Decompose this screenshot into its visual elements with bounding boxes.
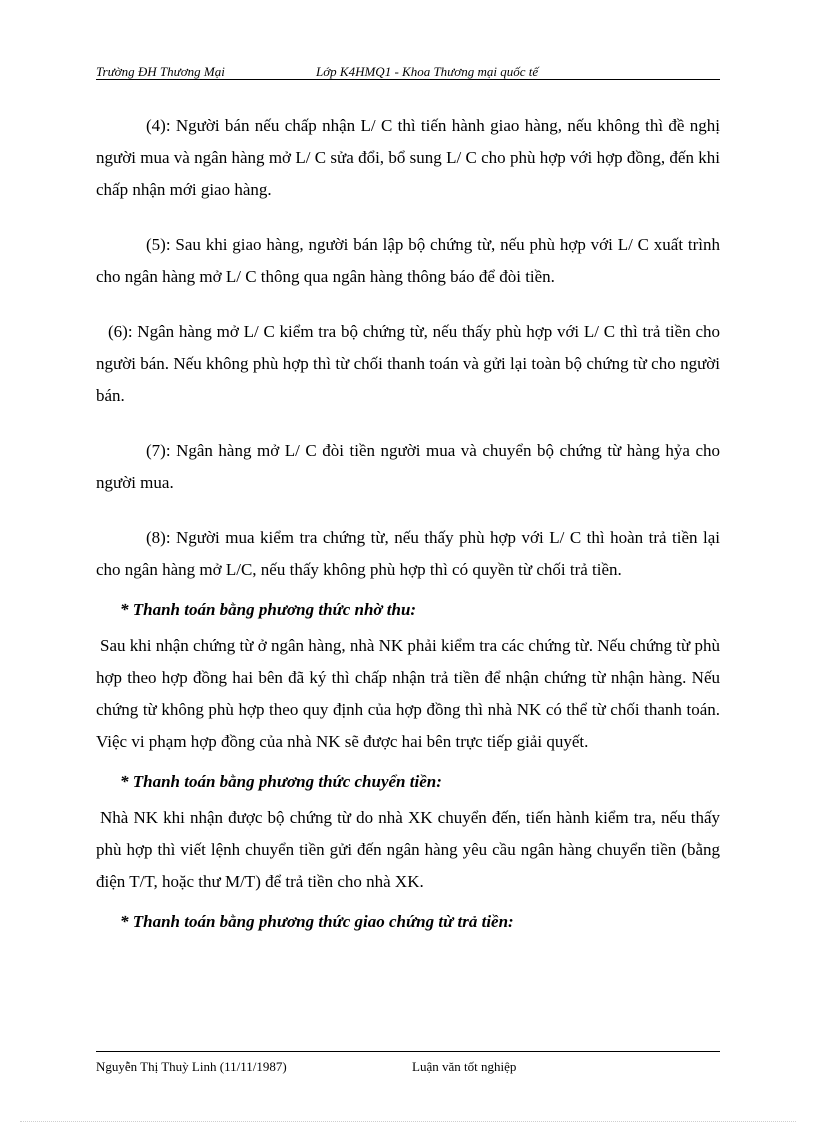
section-heading-cad: * Thanh toán bằng phương thức giao chứng từ trả tiền: bbox=[120, 912, 514, 931]
page-header bbox=[96, 60, 720, 80]
section-heading-collection: * Thanh toán bằng phương thức nhờ thu: bbox=[120, 600, 417, 619]
footer-divider bbox=[96, 1051, 720, 1052]
section-text-transfer: Nhà NK khi nhận được bộ chứng từ do nhà XK chuyển đến, tiến hành kiểm tra, nếu thấy phù hợp thì viết lệnh chuyển tiền gửi đến ngân hàng yêu cầu ngân hàng chuyển tiền (bằng điện T/T, hoặc thư M/T) để trả tiền cho nhà XK. bbox=[96, 808, 720, 891]
footer-author: Nguyễn Thị Thuỳ Linh (11/11/1987) bbox=[96, 1059, 287, 1074]
header-school: Trường ĐH Thương Mại bbox=[96, 64, 225, 79]
header-divider bbox=[96, 79, 720, 80]
paragraph-step-5: (5): Sau khi giao hàng, người bán lập bộ chứng từ, nếu phù hợp với L/ C xuất trình cho ngân hàng mở L/ C thông qua ngân hàng thông báo để đòi tiền. bbox=[96, 235, 720, 286]
section-text-collection: Sau khi nhận chứng từ ở ngân hàng, nhà NK phải kiểm tra các chứng từ. Nếu chứng từ phù hợp theo hợp đồng hai bên đã ký thì chấp nhận trả tiền để nhận chứng từ nhận hàng. Nếu chứng từ không phù hợp theo quy định của hợp đồng thì nhà NK có thể từ chối thanh toán. Việc vi phạm hợp đồng của nhà NK sẽ được hai bên trực tiếp giải quyết. bbox=[96, 636, 720, 751]
page-bottom-edge bbox=[20, 1121, 796, 1122]
document-body bbox=[96, 110, 720, 938]
header-class-info: Lớp K4HMQ1 - Khoa Thương mại quốc tế bbox=[316, 64, 539, 79]
section-heading-transfer: * Thanh toán bằng phương thức chuyển tiền: bbox=[120, 772, 442, 791]
paragraph-step-8: (8): Người mua kiểm tra chứng từ, nếu thấy phù hợp với L/ C thì hoàn trả tiền lại cho ngân hàng mở L/C, nếu thấy không phù hợp thì có quyền từ chối trả tiền. bbox=[96, 528, 720, 579]
paragraph-step-7: (7): Ngân hàng mở L/ C đòi tiền người mua và chuyển bộ chứng từ hàng hỷa cho người mua. bbox=[96, 441, 720, 492]
paragraph-step-4: (4): Người bán nếu chấp nhận L/ C thì tiến hành giao hàng, nếu không thì đề nghị người mua và ngân hàng mở L/ C sửa đổi, bổ sung L/ C cho phù hợp với hợp đồng, đến khi chấp nhận mới giao hàng. bbox=[96, 116, 720, 199]
footer-thesis-label: Luận văn tốt nghiệp bbox=[412, 1059, 517, 1074]
paragraph-step-6: (6): Ngân hàng mở L/ C kiểm tra bộ chứng từ, nếu thấy phù hợp với L/ C thì trả tiền cho người bán. Nếu không phù hợp thì từ chối thanh toán và gửi lại toàn bộ chứng từ cho người bán. bbox=[96, 322, 720, 405]
